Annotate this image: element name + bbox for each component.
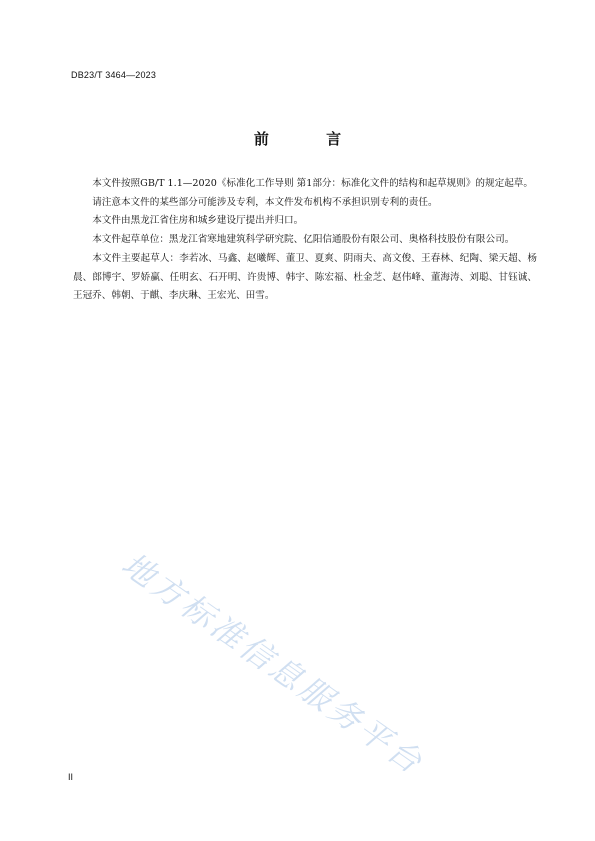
document-code: DB23/T 3464—2023 [71,70,157,80]
page-title: 前 言 [253,130,368,148]
paragraph-proposer: 本文件由黑龙江省住房和城乡建设厅提出并归口。 [92,215,304,227]
paragraph-drafters: 本文件主要起草人：李若冰、马鑫、赵曦辉、董卫、夏爽、阴雨夫、高文俊、王春林、纪陶、梁天超、杨晨、郎博宇、罗娇赢、任明玄、石开明、许贵博、韩宇、陈宏福、杜金芝、赵伟峰、董海涛、刘聪、甘钰诚、王冠乔、韩朝、于麒、李庆琳、王宏光、田雪。 [73,252,537,302]
paragraph-patent-notice: 请注意本文件的某些部分可能涉及专利，本文件发布机构不承担识别专利的责任。 [92,196,438,208]
watermark: 地方标准信息服务平台 [114,544,432,783]
page-number: II [68,772,74,782]
paragraph-drafting-units: 本文件起草单位：黑龙江省寒地建筑科学研究院、亿阳信通股份有限公司、奥格科技股份有限公司。 [92,234,515,246]
paragraph-drafting-rules: 本文件按照GB/T 1.1—2020《标准化工作导则 第1部分：标准化文件的结构和起草规则》的规定起草。 [92,178,533,189]
foreword-body [73,175,537,306]
